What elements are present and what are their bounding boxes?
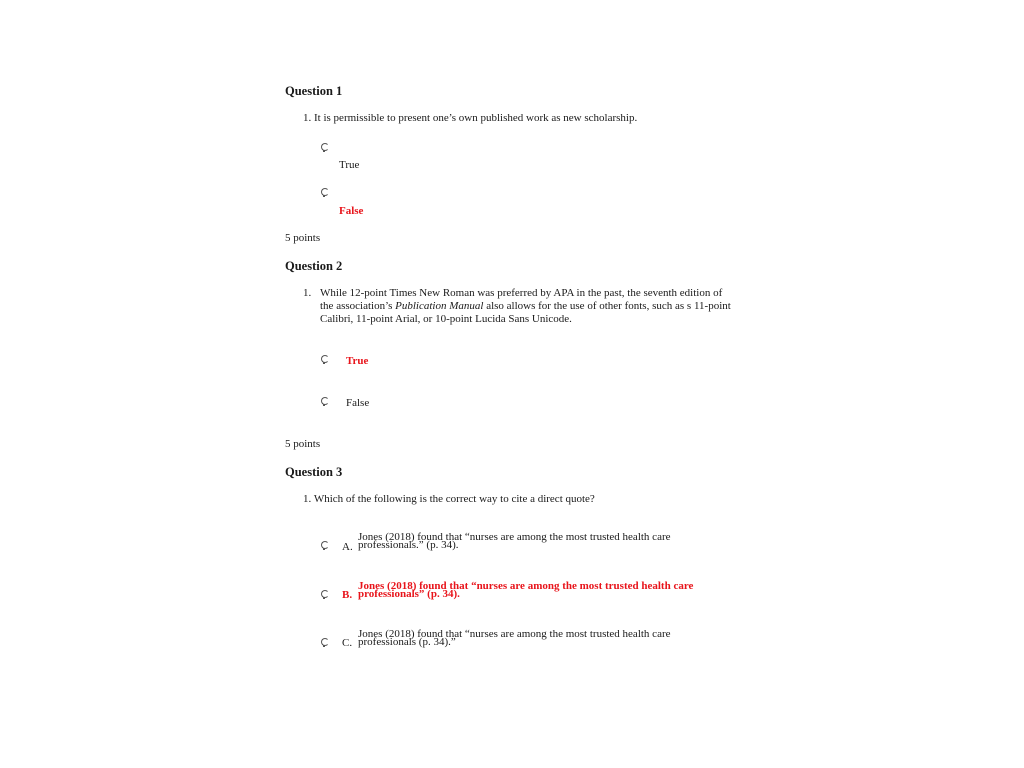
radio-button[interactable] [321, 638, 329, 646]
option-b-text-selected: Jones (2018) found that “nurses are among the most trusted health care professionals” (p. 34). [358, 580, 694, 600]
option-a-letter: A. [342, 541, 353, 553]
points-label: 5 points [285, 438, 321, 450]
question-3-text [303, 493, 595, 505]
option-c-letter: C. [342, 637, 353, 649]
question-1-text [303, 112, 637, 124]
question-number: 1. [303, 112, 312, 124]
question-prompt: It is permissible to present one’s own published work as new scholarship. [314, 112, 638, 124]
question-prompt-cont: also allows for the use of other fonts, such as s 11-point Calibri, 11-point Arial, or 10-point Lucida Sans Unicode. [320, 300, 731, 325]
question-2-text [320, 287, 734, 326]
radio-button[interactable] [321, 541, 329, 549]
option-false-label: False [346, 397, 370, 409]
radio-button[interactable] [321, 590, 329, 598]
option-true-label-selected: True [346, 355, 369, 367]
option-true-label: True [339, 159, 360, 171]
option-b-letter-selected: B. [342, 589, 353, 601]
radio-button[interactable] [321, 143, 329, 151]
question-2-title: Question 2 [285, 259, 343, 273]
radio-button[interactable] [321, 397, 329, 405]
question-number: 1. [303, 493, 312, 505]
radio-button[interactable] [321, 188, 329, 196]
option-c-text: Jones (2018) found that “nurses are among the most trusted health care professionals (p. 34).” [358, 628, 671, 648]
question-prompt: Which of the following is the correct way to cite a direct quote? [313, 493, 595, 505]
publication-manual-title: Publication Manual [395, 300, 484, 312]
option-false-label-selected: False [339, 205, 364, 217]
question-1-title: Question 1 [285, 84, 343, 98]
question-number: 1. [303, 287, 312, 299]
radio-button[interactable] [321, 355, 329, 363]
question-prompt: While 12-point Times New Roman was preferred by APA in the past, the seventh edition of the association’s [320, 287, 723, 312]
question-3-title: Question 3 [285, 465, 343, 479]
points-label: 5 points [285, 232, 321, 244]
option-a-text: Jones (2018) found that “nurses are among the most trusted health care professionals.” (p. 34). [358, 531, 671, 551]
